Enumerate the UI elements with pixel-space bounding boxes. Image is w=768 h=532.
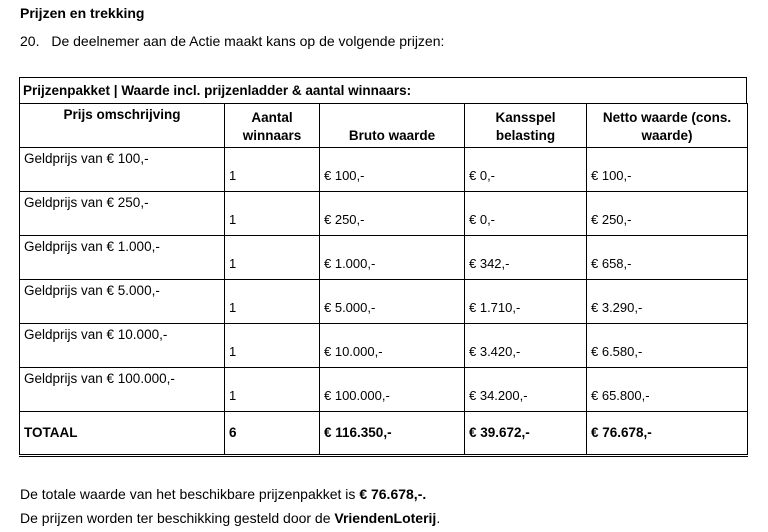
total-row	[20, 412, 748, 456]
table-header-row	[20, 104, 748, 148]
gaming-tax: € 0,-	[465, 148, 587, 192]
net-value: € 100,-	[587, 148, 748, 192]
prize-description: Geldprijs van € 250,-	[20, 192, 225, 236]
intro-text: De deelnemer aan de Actie maakt kans op de volgende prijzen:	[51, 33, 445, 49]
net-value: € 3.290,-	[587, 280, 748, 324]
total-value-amount: € 76.678,-.	[359, 486, 427, 502]
gross-value: € 250,-	[320, 192, 465, 236]
column-header: Kansspel belasting	[465, 104, 587, 148]
net-value: € 658,-	[587, 236, 748, 280]
gaming-tax: € 0,-	[465, 192, 587, 236]
column-header: Bruto waarde	[320, 104, 465, 148]
net-value: € 250,-	[587, 192, 748, 236]
prize-description: Geldprijs van € 100.000,-	[20, 368, 225, 412]
sponsor-prefix: De prijzen worden ter beschikking gesteld door de	[20, 510, 335, 526]
table-row	[20, 192, 748, 236]
section-heading: Prijzen en trekking	[20, 5, 145, 21]
winner-count: 1	[225, 324, 320, 368]
column-header: Aantal winnaars	[225, 104, 320, 148]
table-row	[20, 148, 748, 192]
item-number: 20.	[20, 33, 40, 49]
prize-description: Geldprijs van € 5.000,-	[20, 280, 225, 324]
prize-description: Geldprijs van € 100,-	[20, 148, 225, 192]
table-row	[20, 236, 748, 280]
gaming-tax: € 342,-	[465, 236, 587, 280]
table-row	[20, 324, 748, 368]
gross-value: € 100.000,-	[320, 368, 465, 412]
winner-count: 1	[225, 148, 320, 192]
net-value: € 65.800,-	[587, 368, 748, 412]
prize-table-container	[19, 77, 747, 457]
gaming-tax: € 1.710,-	[465, 280, 587, 324]
sponsor-sentence	[20, 510, 440, 526]
winner-count: 1	[225, 280, 320, 324]
sponsor-name: VriendenLoterij	[334, 510, 437, 526]
total-net: € 76.678,-	[587, 412, 748, 456]
net-value: € 6.580,-	[587, 324, 748, 368]
prize-table	[19, 103, 748, 457]
table-row	[20, 368, 748, 412]
total-gross: € 116.350,-	[320, 412, 465, 456]
total-tax: € 39.672,-	[465, 412, 587, 456]
winner-count: 1	[225, 368, 320, 412]
column-header: Netto waarde (cons. waarde)	[587, 104, 748, 148]
winner-count: 1	[225, 236, 320, 280]
prize-table-title: Prijzenpakket | Waarde incl. prijzenladder & aantal winnaars:	[19, 77, 747, 103]
prize-description: Geldprijs van € 10.000,-	[20, 324, 225, 368]
gross-value: € 1.000,-	[320, 236, 465, 280]
total-label: TOTAAL	[20, 412, 225, 456]
sponsor-suffix: .	[436, 510, 441, 526]
total-value-sentence	[20, 486, 426, 502]
column-header: Prijs omschrijving	[20, 104, 225, 148]
intro-paragraph	[20, 33, 444, 49]
table-row	[20, 280, 748, 324]
prize-description: Geldprijs van € 1.000,-	[20, 236, 225, 280]
gross-value: € 5.000,-	[320, 280, 465, 324]
gross-value: € 100,-	[320, 148, 465, 192]
winner-count: 1	[225, 192, 320, 236]
total-count: 6	[225, 412, 320, 456]
gaming-tax: € 3.420,-	[465, 324, 587, 368]
gross-value: € 10.000,-	[320, 324, 465, 368]
gaming-tax: € 34.200,-	[465, 368, 587, 412]
total-value-prefix: De totale waarde van het beschikbare prijzenpakket is	[20, 486, 360, 502]
